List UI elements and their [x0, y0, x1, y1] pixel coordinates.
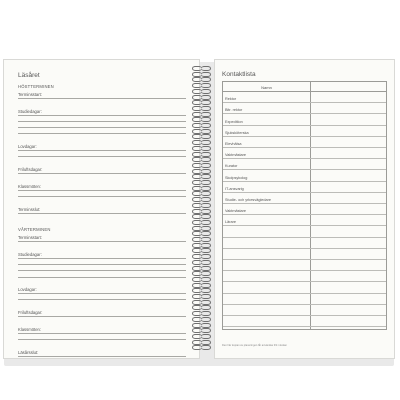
- writing-line[interactable]: [18, 127, 186, 128]
- contact-table: [222, 81, 387, 330]
- table-row[interactable]: [223, 126, 386, 137]
- field-label: Friluftsdagar:: [18, 310, 43, 316]
- writing-line[interactable]: [18, 133, 186, 134]
- table-row[interactable]: [223, 182, 386, 193]
- writing-line[interactable]: [18, 270, 186, 271]
- table-row[interactable]: [223, 148, 386, 159]
- table-row[interactable]: [223, 159, 386, 170]
- writing-line[interactable]: [18, 258, 186, 259]
- field-label: Klassmöten:: [18, 326, 42, 332]
- row-label: Vaktmästare: [225, 153, 247, 158]
- table-row[interactable]: [223, 238, 386, 249]
- field-label: Friluftsdagar:: [18, 166, 43, 172]
- table-row[interactable]: [223, 226, 386, 237]
- writing-line[interactable]: [18, 173, 186, 174]
- row-label: Rektor: [225, 97, 237, 102]
- row-label: Vaktmästare: [225, 209, 247, 214]
- field-label: Terminsslut:: [18, 206, 41, 212]
- writing-line[interactable]: [18, 150, 186, 151]
- field-label: Terminsstart:: [18, 235, 42, 241]
- table-row[interactable]: [223, 137, 386, 148]
- right-page: [214, 59, 395, 359]
- row-label: Expedition: [225, 119, 243, 124]
- writing-line[interactable]: [18, 316, 186, 317]
- writing-line[interactable]: [18, 333, 186, 334]
- row-label: IT-ansvarig: [225, 186, 244, 191]
- writing-line[interactable]: [18, 264, 186, 265]
- table-row[interactable]: [223, 294, 386, 305]
- writing-line[interactable]: [18, 339, 186, 340]
- row-label: Bitr. rektor: [225, 108, 243, 113]
- row-label: Lärare: [225, 220, 236, 225]
- table-header: [223, 82, 386, 92]
- table-row[interactable]: [223, 271, 386, 282]
- left-page: [3, 59, 200, 359]
- footnote: Den här kopian av planeringen får användas fritt i skolan: [222, 344, 287, 347]
- writing-line[interactable]: [18, 293, 186, 294]
- table-row[interactable]: [223, 170, 386, 181]
- writing-line[interactable]: [18, 190, 186, 191]
- writing-line[interactable]: [18, 98, 186, 99]
- table-row[interactable]: [223, 305, 386, 316]
- table-row[interactable]: [223, 316, 386, 327]
- writing-line[interactable]: [18, 213, 186, 214]
- row-label: Elevhälsa: [225, 141, 242, 146]
- table-row[interactable]: [223, 260, 386, 271]
- section-title: HÖSTTERMINEN: [18, 84, 54, 89]
- table-row[interactable]: [223, 215, 386, 226]
- writing-line[interactable]: [18, 156, 186, 157]
- writing-line[interactable]: [18, 115, 186, 116]
- table-row[interactable]: [223, 249, 386, 260]
- row-label: Kurator: [225, 164, 238, 169]
- table-row[interactable]: [223, 282, 386, 293]
- table-row[interactable]: [223, 92, 386, 103]
- writing-line[interactable]: [18, 299, 186, 300]
- writing-line[interactable]: [18, 277, 186, 278]
- field-label: Studiedagar:: [18, 251, 42, 257]
- table-row[interactable]: [223, 204, 386, 215]
- field-label: Läsårsslut:: [18, 349, 39, 355]
- field-label: Studiedagar:: [18, 108, 42, 114]
- page-title: Kontaktlista: [222, 71, 256, 78]
- spiral-binding: [190, 66, 224, 352]
- table-row[interactable]: [223, 103, 386, 114]
- row-label: Skolpsykolog: [225, 175, 248, 180]
- row-label: Sjuksköterska: [225, 130, 249, 135]
- table-header-name: Namn: [261, 85, 272, 90]
- page-title: Läsåret: [18, 72, 40, 79]
- field-label: Klassmöten:: [18, 183, 42, 189]
- row-label: Studie- och yrkesvägledare: [225, 197, 272, 202]
- writing-line[interactable]: [18, 121, 186, 122]
- writing-line[interactable]: [18, 196, 186, 197]
- field-label: Lovdagar:: [18, 287, 37, 293]
- spiral-coil: [190, 345, 224, 352]
- field-label: Terminsstart:: [18, 92, 42, 97]
- section-title: VÅRTERMINEN: [18, 227, 51, 233]
- table-row[interactable]: [223, 193, 386, 204]
- writing-line[interactable]: [18, 356, 186, 357]
- writing-line[interactable]: [18, 241, 186, 242]
- field-label: Lovdagar:: [18, 144, 37, 149]
- table-row[interactable]: [223, 114, 386, 125]
